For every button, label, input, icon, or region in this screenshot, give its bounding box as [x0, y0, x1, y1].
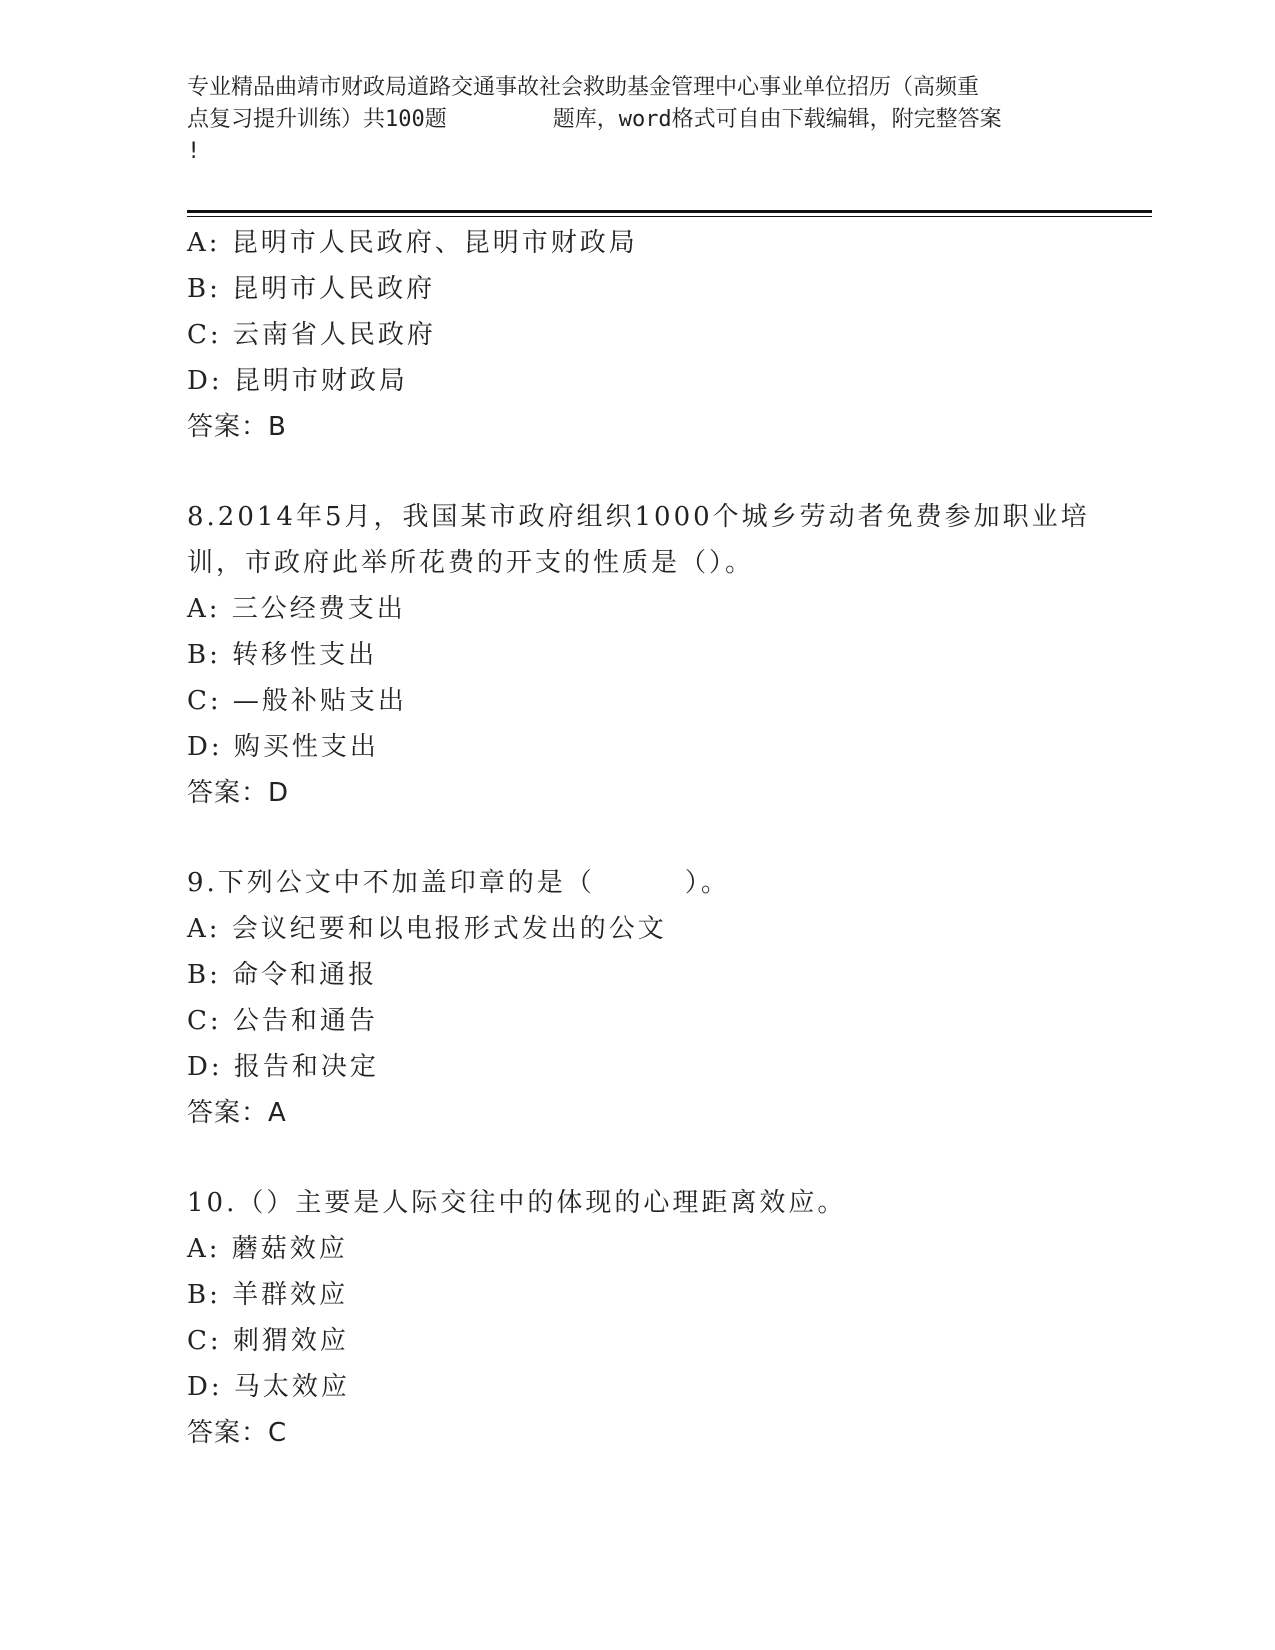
option-d: D: 马太效应 — [187, 1372, 350, 1402]
question-text: 8.2014年5月，我国某市政府组织1000个城乡劳动者免费参加职业培训，市政府此举所花费的开支的性质是（）。 — [187, 502, 1090, 578]
option-b: B: 命令和通报 — [187, 960, 378, 990]
question-block — [187, 494, 1107, 816]
header-line-2: 点复习提升训练）共100题 题库，word格式可自由下载编辑，附完整答案 — [187, 107, 1002, 132]
question-block — [187, 1180, 1107, 1456]
option-c: C: —般补贴支出 — [187, 686, 407, 716]
option-b: B: 羊群效应 — [187, 1280, 349, 1310]
header-line-1: 专业精品曲靖市财政局道路交通事故社会救助基金管理中心事业单位招历（高频重 — [187, 75, 980, 100]
question-block — [187, 860, 1107, 1136]
option-c: C: 刺猬效应 — [187, 1326, 349, 1356]
option-a: A: 昆明市人民政府、昆明市财政局 — [187, 228, 638, 258]
question-text: 10.（）主要是人际交往中的体现的心理距离效应。 — [187, 1188, 847, 1218]
option-a: A: 三公经费支出 — [187, 594, 406, 624]
answer-line: 答案：D — [187, 778, 290, 808]
question-list — [187, 220, 1107, 1456]
header-divider-thin — [187, 216, 1152, 217]
option-c: C: 公告和通告 — [187, 1006, 378, 1036]
option-d: D: 昆明市财政局 — [187, 366, 408, 396]
option-d: D: 报告和决定 — [187, 1052, 379, 1082]
option-a: A: 蘑菇效应 — [187, 1234, 348, 1264]
answer-line: 答案：A — [187, 1098, 287, 1128]
option-b: B: 昆明市人民政府 — [187, 274, 436, 304]
answer-line: 答案：C — [187, 1418, 288, 1448]
header-divider-thick — [187, 210, 1152, 213]
option-b: B: 转移性支出 — [187, 640, 378, 670]
question-text: 9.下列公文中不加盖印章的是（ ）。 — [187, 868, 730, 898]
option-d: D: 购买性支出 — [187, 732, 379, 762]
option-a: A: 会议纪要和以电报形式发出的公文 — [187, 914, 667, 944]
document-header — [187, 72, 1087, 168]
header-line-3: ! — [187, 139, 201, 164]
answer-line: 答案：B — [187, 412, 287, 442]
option-c: C: 云南省人民政府 — [187, 320, 436, 350]
question-block — [187, 220, 1107, 450]
